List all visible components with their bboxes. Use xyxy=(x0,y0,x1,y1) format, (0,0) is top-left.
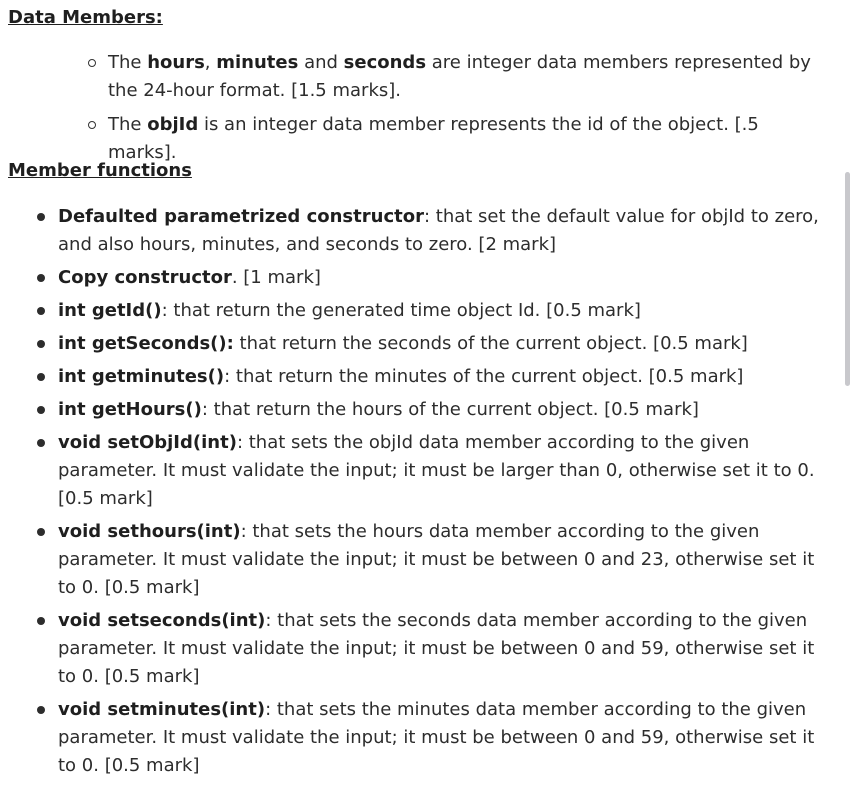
bold-term: void setminutes(int) xyxy=(58,699,266,720)
item-text: : that return the hours of the current object. [0.5 mark] xyxy=(201,399,699,420)
item-text: are integer data members represented by the 24-hour format. [1.5 marks]. xyxy=(108,52,811,101)
list-item xyxy=(58,518,828,602)
item-text: : that sets the hours data member according to the given parameter. It must validate the input; it must be between 0 and 23, otherwise set it to 0. [0.5 mark] xyxy=(58,521,815,598)
bold-term: int getSeconds(): xyxy=(58,333,234,354)
bold-term: void sethours(int) xyxy=(58,521,241,542)
item-text: is an integer data member represents the id of the object. [.5 marks]. xyxy=(108,114,759,163)
list-item xyxy=(58,330,828,358)
item-text: The xyxy=(108,114,148,135)
list-item xyxy=(58,607,828,691)
data-members-list xyxy=(108,49,828,173)
list-item xyxy=(58,264,828,292)
item-text: that return the seconds of the current object. [0.5 mark] xyxy=(233,333,748,354)
item-text: : that set the default value for objId to zero, and also hours, minutes, and seconds to zero. [2 mark] xyxy=(58,206,819,255)
item-text: , xyxy=(204,52,217,73)
bold-term: int getminutes() xyxy=(58,366,225,387)
bold-term: int getId() xyxy=(58,300,162,321)
list-item xyxy=(58,429,828,513)
item-text: : that sets the minutes data member according to the given parameter. It must validate the input; it must be between 0 and 59, otherwise set it to 0. [0.5 mark] xyxy=(58,699,815,776)
bold-term: void setseconds(int) xyxy=(58,610,266,631)
bold-term: Copy constructor xyxy=(58,267,232,288)
item-text: and xyxy=(298,52,344,73)
item-text: The xyxy=(108,52,148,73)
bold-term: hours xyxy=(147,52,205,73)
bold-term: void setObjId(int) xyxy=(58,432,237,453)
data-members-heading: Data Members: xyxy=(8,7,163,28)
bold-term: minutes xyxy=(216,52,299,73)
item-text: : that return the generated time object Id. [0.5 mark] xyxy=(161,300,641,321)
list-item xyxy=(58,363,828,391)
member-functions-list xyxy=(58,203,828,785)
bold-term: Defaulted parametrized constructor xyxy=(58,206,424,227)
bold-term: seconds xyxy=(343,52,427,73)
item-text: : that sets the objId data member according to the given parameter. It must validate the input; it must be larger than 0, otherwise set it to 0. [0.5 mark] xyxy=(58,432,815,509)
list-item xyxy=(58,203,828,259)
list-item xyxy=(108,111,828,167)
list-item xyxy=(58,396,828,424)
item-text: : that return the minutes of the current object. [0.5 mark] xyxy=(224,366,744,387)
bold-term: int getHours() xyxy=(58,399,202,420)
item-text: . [1 mark] xyxy=(231,267,321,288)
list-item xyxy=(58,696,828,780)
member-functions-heading: Member functions xyxy=(8,160,192,181)
scrollbar[interactable] xyxy=(845,172,850,386)
item-text: : that sets the seconds data member according to the given parameter. It must validate the input; it must be between 0 and 59, otherwise set it to 0. [0.5 mark] xyxy=(58,610,815,687)
bold-term: objId xyxy=(147,114,199,135)
list-item xyxy=(58,297,828,325)
list-item xyxy=(108,49,828,105)
